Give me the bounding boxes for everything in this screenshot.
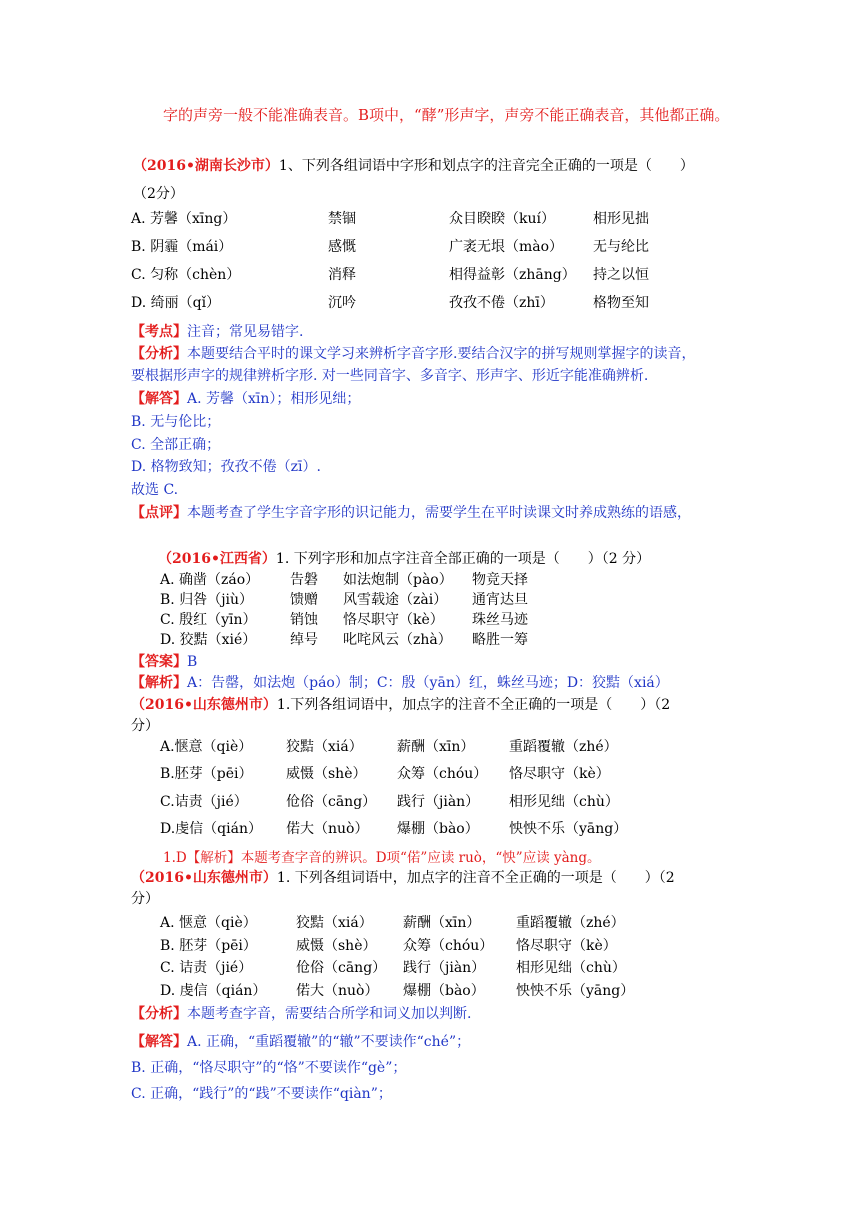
q3-source: （2016•山东德州市）	[131, 697, 277, 713]
q3-question: 1.下列各组词语中，加点字的注音不全正确的一项是（ ）（2	[276, 697, 671, 713]
q1-jieda: 【解答】A. 芳馨（xīn）；相形见绌；	[131, 391, 361, 407]
q1-jieda-d: D. 格物致知；孜孜不倦（zī）.	[131, 459, 321, 475]
q1-source: （2016•湖南长沙市）	[133, 158, 279, 174]
q4-question: 1. 下列各组词语中，加点字的注音不全正确的一项是（ ）（2	[276, 870, 675, 886]
q4-points: 分）	[131, 891, 159, 907]
q2-jiexi: 【解析】A：告罄，如法炮（páo）制；C：殷（yān）红，蛛丝马迹；D：狡黠（xiá）	[131, 675, 669, 691]
q1-jieda-b: B. 无与伦比；	[131, 414, 221, 430]
q4-jieda-b: B. 正确，“恪尽职守”的“恪”不要读作“gè”；	[131, 1060, 407, 1076]
q3-points: 分）	[131, 718, 159, 734]
q4-fenxi: 【分析】本题考查字音，需要结合所学和词义加以判断.	[131, 1006, 472, 1022]
q4-jieda: 【解答】A. 正确，“重蹈覆辙”的“辙”不要读作“ché”；	[131, 1034, 471, 1050]
q1-points: （2分）	[133, 186, 184, 202]
q1-question-line	[133, 155, 694, 175]
q4-question-line	[131, 867, 675, 887]
q2-source: （2016•江西省）	[158, 551, 276, 567]
q1-fenxi: 【分析】本题要结合平时的课文学习来辨析字音字形.要结合汉字的拼写规则掌握字的读音，	[131, 346, 696, 362]
q1-jieda-c: C. 全部正确；	[131, 437, 221, 453]
q2-question-line	[158, 548, 650, 568]
q1-jieda-conclusion: 故选 C.	[131, 482, 179, 498]
q3-answer-line: 1.D【解析】本题考查字音的辨识。D项“偌”应读 ruò，“怏”应读 yàng。	[163, 850, 601, 866]
q1-fenxi-cont: 要根据形声字的规律辨析字形. 对一些同音字、多音字、形声字、形近字能准确辨析.	[131, 368, 649, 384]
q1-kaodian: 【考点】注音；常见易错字.	[131, 324, 304, 340]
q1-dianping: 【点评】本题考查了学生字音字形的识记能力，需要学生在平时读课文时养成熟练的语感，	[131, 505, 691, 521]
q2-question: 1. 下列字形和加点字注音全部正确的一项是（ ）（2 分）	[275, 551, 651, 567]
q4-jieda-c: C. 正确，“践行”的“践”不要读作“qiàn”；	[131, 1086, 392, 1102]
q4-source: （2016•山东德州市）	[131, 870, 277, 886]
q2-answer: 【答案】B	[131, 654, 198, 670]
q1-question: 1、下列各组词语中字形和划点字的注音完全正确的一项是（ ）	[278, 158, 694, 174]
intro-line: 字的声旁一般不能准确表音。B项中，“酵”形声字，声旁不能正确表音，其他都正确。	[163, 106, 730, 124]
q3-question-line	[131, 694, 670, 714]
